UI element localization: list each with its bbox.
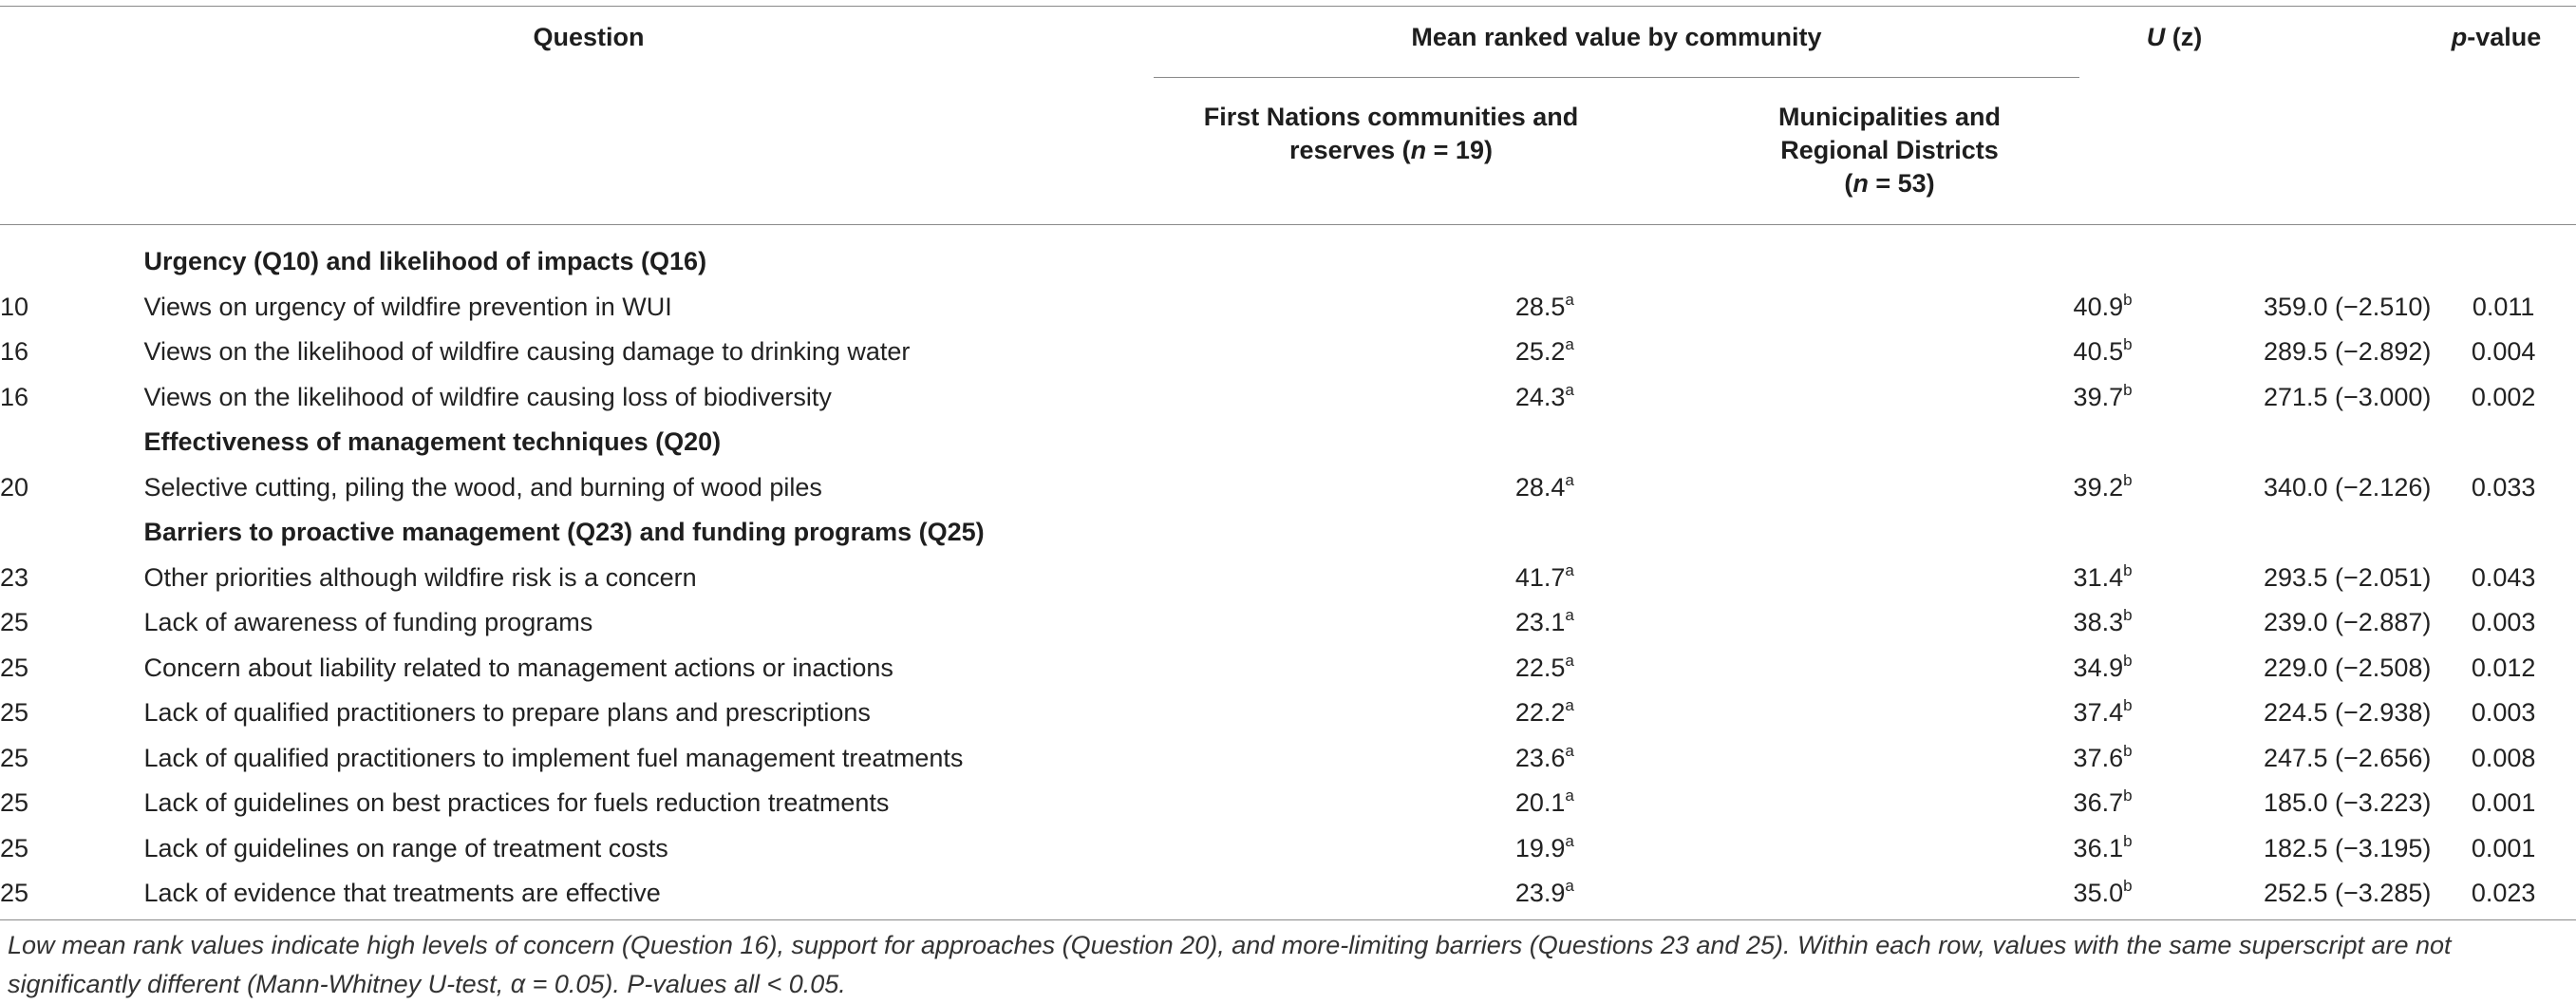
mean-rank-value: 38.3 — [2073, 608, 2124, 637]
mean-rank-value: 24.3 — [1514, 382, 1566, 411]
question-text: Concern about liability related to management actions or inactions — [143, 653, 893, 682]
mean-rank-value: 20.1 — [1514, 788, 1566, 818]
superscript: b — [2123, 786, 2133, 805]
superscript: a — [1565, 786, 1574, 805]
municipalities-mean-rank — [1942, 556, 2264, 601]
section-title: Urgency (Q10) and likelihood of impacts (Q16) — [143, 247, 707, 276]
superscript: b — [2123, 696, 2133, 715]
question-text: Lack of guidelines on best practices for fuels reduction treatments — [143, 788, 890, 818]
superscript: b — [2123, 335, 2133, 354]
superscript: a — [1565, 741, 1574, 760]
superscript: a — [1565, 831, 1574, 850]
section-header-row — [0, 239, 2576, 285]
u-z-statistic: 239.0 (−2.887) — [2263, 608, 2432, 637]
u-z-statistic: 247.5 (−2.656) — [2263, 743, 2432, 772]
question-number: 16 — [0, 382, 29, 411]
table-row — [0, 781, 2576, 826]
municipalities-mean-rank — [1942, 781, 2264, 826]
municipalities-mean-rank — [1942, 871, 2264, 917]
superscript: b — [2123, 560, 2133, 579]
footnote-line-1: Low mean rank values indicate high levels of concern (Question 16), support for approaches (Question 20), and more-limiting barriers (Questions 23 and 25). Within each row, values with the same superscript are not — [8, 931, 2452, 959]
p-value: 0.023 — [2471, 879, 2536, 908]
question-text: Views on the likelihood of wildfire causing damage to drinking water — [143, 337, 911, 367]
mean-rank-value: 22.5 — [1514, 653, 1566, 682]
section-spacer — [0, 510, 143, 556]
municipalities-mean-rank — [1942, 736, 2264, 782]
superscript: b — [2123, 380, 2133, 399]
first-nations-mean-rank — [1148, 736, 1943, 782]
mean-rank-value: 23.9 — [1514, 879, 1566, 908]
superscript: b — [2123, 470, 2133, 489]
superscript: a — [1565, 560, 1574, 579]
table-row — [0, 330, 2576, 375]
question-number: 25 — [0, 653, 29, 682]
table-row — [0, 465, 2576, 511]
first-nations-mean-rank — [1148, 691, 1943, 736]
mean-rank-value: 40.5 — [2073, 337, 2124, 367]
superscript: b — [2123, 877, 2133, 896]
first-nations-mean-rank — [1148, 375, 1943, 421]
question-text: Lack of qualified practitioners to prepare plans and prescriptions — [143, 698, 871, 728]
first-nations-mean-rank — [1148, 285, 1943, 331]
superscript: a — [1565, 606, 1574, 625]
municipalities-mean-rank — [1942, 330, 2264, 375]
header-mean-ranked: Mean ranked value by community — [1411, 23, 1822, 51]
table-footnote — [8, 926, 2562, 1004]
header-p-value: p-value — [2451, 23, 2542, 51]
u-z-statistic: 340.0 (−2.126) — [2263, 472, 2432, 502]
u-z-statistic: 229.0 (−2.508) — [2263, 653, 2432, 682]
mean-rank-value: 23.6 — [1514, 743, 1566, 772]
u-z-statistic: 289.5 (−2.892) — [2263, 337, 2432, 367]
superscript: b — [2123, 290, 2133, 309]
section-spacer — [0, 239, 143, 285]
question-number: 25 — [0, 788, 29, 818]
section-title: Effectiveness of management techniques (Q20) — [143, 427, 722, 457]
superscript: b — [2123, 741, 2133, 760]
mean-rank-value: 34.9 — [2073, 653, 2124, 682]
p-value: 0.001 — [2471, 833, 2536, 862]
u-z-statistic: 359.0 (−2.510) — [2263, 292, 2432, 321]
table-top-rule — [0, 6, 2576, 7]
first-nations-mean-rank — [1148, 646, 1943, 691]
question-text: Lack of evidence that treatments are effective — [143, 879, 661, 908]
first-nations-mean-rank — [1148, 465, 1943, 511]
table-row — [0, 646, 2576, 691]
superscript: b — [2123, 831, 2133, 850]
mean-rank-value: 37.6 — [2073, 743, 2124, 772]
u-z-statistic: 185.0 (−3.223) — [2263, 788, 2432, 818]
u-variable: U — [2146, 23, 2166, 51]
question-number: 25 — [0, 698, 29, 728]
superscript: b — [2123, 606, 2133, 625]
question-text: Selective cutting, piling the wood, and burning of wood piles — [143, 472, 822, 502]
header-u-z: U (z) — [2146, 23, 2203, 51]
table-row — [0, 556, 2576, 601]
results-table — [0, 239, 2576, 917]
question-number: 16 — [0, 337, 29, 367]
mean-rank-value: 39.2 — [2073, 472, 2124, 502]
mean-rank-value: 35.0 — [2073, 879, 2124, 908]
question-number: 10 — [0, 292, 29, 321]
footnote-line-2: significantly different (Mann-Whitney U-test, α = 0.05). P-values all < 0.05. — [8, 970, 846, 998]
question-number: 20 — [0, 472, 29, 502]
section-spacer — [0, 420, 143, 465]
mean-rank-value: 25.2 — [1514, 337, 1566, 367]
table-row — [0, 375, 2576, 421]
mean-rank-value: 23.1 — [1514, 608, 1566, 637]
municipalities-mean-rank — [1942, 465, 2264, 511]
municipalities-mean-rank — [1942, 285, 2264, 331]
first-nations-mean-rank — [1148, 600, 1943, 646]
superscript: b — [2123, 651, 2133, 670]
first-nations-mean-rank — [1148, 330, 1943, 375]
mean-rank-value: 22.2 — [1514, 698, 1566, 728]
mean-rank-value: 40.9 — [2073, 292, 2124, 321]
municipalities-mean-rank — [1942, 375, 2264, 421]
question-number: 25 — [0, 743, 29, 772]
table-row — [0, 600, 2576, 646]
results-table-body — [0, 239, 2576, 917]
mean-rank-value: 36.1 — [2073, 833, 2124, 862]
table-row — [0, 736, 2576, 782]
mean-rank-value: 39.7 — [2073, 382, 2124, 411]
first-nations-mean-rank — [1148, 556, 1943, 601]
question-text: Lack of guidelines on range of treatment costs — [143, 833, 668, 862]
mean-rank-value: 28.5 — [1514, 292, 1566, 321]
municipalities-mean-rank — [1942, 691, 2264, 736]
header-first-nations: First Nations communities and reserves (n = 19) — [1203, 103, 1579, 164]
first-nations-mean-rank — [1148, 871, 1943, 917]
question-text: Views on the likelihood of wildfire causing loss of biodiversity — [143, 382, 832, 411]
question-text: Views on urgency of wildfire prevention in WUI — [143, 292, 672, 321]
table-row — [0, 826, 2576, 872]
section-header-row — [0, 510, 2576, 556]
u-z-statistic: 224.5 (−2.938) — [2263, 698, 2432, 728]
p-value: 0.012 — [2471, 653, 2536, 682]
u-z-statistic: 252.5 (−3.285) — [2263, 879, 2432, 908]
p-value: 0.004 — [2471, 337, 2536, 367]
superscript: a — [1565, 877, 1574, 896]
superscript: a — [1565, 651, 1574, 670]
first-nations-mean-rank — [1148, 826, 1943, 872]
p-value: 0.002 — [2471, 382, 2536, 411]
superscript: a — [1565, 470, 1574, 489]
question-number: 25 — [0, 608, 29, 637]
mean-rank-value: 19.9 — [1514, 833, 1566, 862]
u-z-statistic: 293.5 (−2.051) — [2263, 562, 2432, 592]
mean-rank-value: 31.4 — [2073, 562, 2124, 592]
municipalities-mean-rank — [1942, 646, 2264, 691]
question-text: Other priorities although wildfire risk is a concern — [143, 562, 697, 592]
p-value: 0.033 — [2471, 472, 2536, 502]
first-nations-mean-rank — [1148, 781, 1943, 826]
u-z-statistic: 182.5 (−3.195) — [2263, 833, 2432, 862]
section-header-row — [0, 420, 2576, 465]
mean-rank-value: 37.4 — [2073, 698, 2124, 728]
u-z-statistic: 271.5 (−3.000) — [2263, 382, 2432, 411]
mean-rank-value: 28.4 — [1514, 472, 1566, 502]
table-row — [0, 691, 2576, 736]
question-number: 25 — [0, 833, 29, 862]
superscript: a — [1565, 335, 1574, 354]
section-title: Barriers to proactive management (Q23) and funding programs (Q25) — [143, 518, 985, 547]
question-number: 25 — [0, 879, 29, 908]
header-sub-rule — [1154, 77, 2079, 78]
mean-rank-value: 36.7 — [2073, 788, 2124, 818]
header-bottom-rule — [0, 224, 2576, 225]
p-value: 0.011 — [2472, 292, 2535, 321]
p-value: 0.001 — [2471, 788, 2536, 818]
table-row — [0, 871, 2576, 917]
superscript: a — [1565, 380, 1574, 399]
header-question: Question — [533, 23, 645, 51]
question-text: Lack of qualified practitioners to implement fuel management treatments — [143, 743, 964, 772]
mean-rank-value: 41.7 — [1514, 562, 1566, 592]
superscript: a — [1565, 696, 1574, 715]
p-value: 0.043 — [2471, 562, 2536, 592]
p-value: 0.008 — [2471, 743, 2536, 772]
municipalities-mean-rank — [1942, 600, 2264, 646]
question-number: 23 — [0, 562, 29, 592]
superscript: a — [1565, 290, 1574, 309]
municipalities-mean-rank — [1942, 826, 2264, 872]
table-bottom-rule — [0, 919, 2576, 920]
p-variable: p — [2451, 23, 2468, 51]
table-row — [0, 285, 2576, 331]
p-value: 0.003 — [2471, 698, 2536, 728]
p-value: 0.003 — [2471, 608, 2536, 637]
question-text: Lack of awareness of funding programs — [143, 608, 593, 637]
header-municipalities: Municipalities and Regional Districts (n = 53) — [1777, 103, 2002, 198]
